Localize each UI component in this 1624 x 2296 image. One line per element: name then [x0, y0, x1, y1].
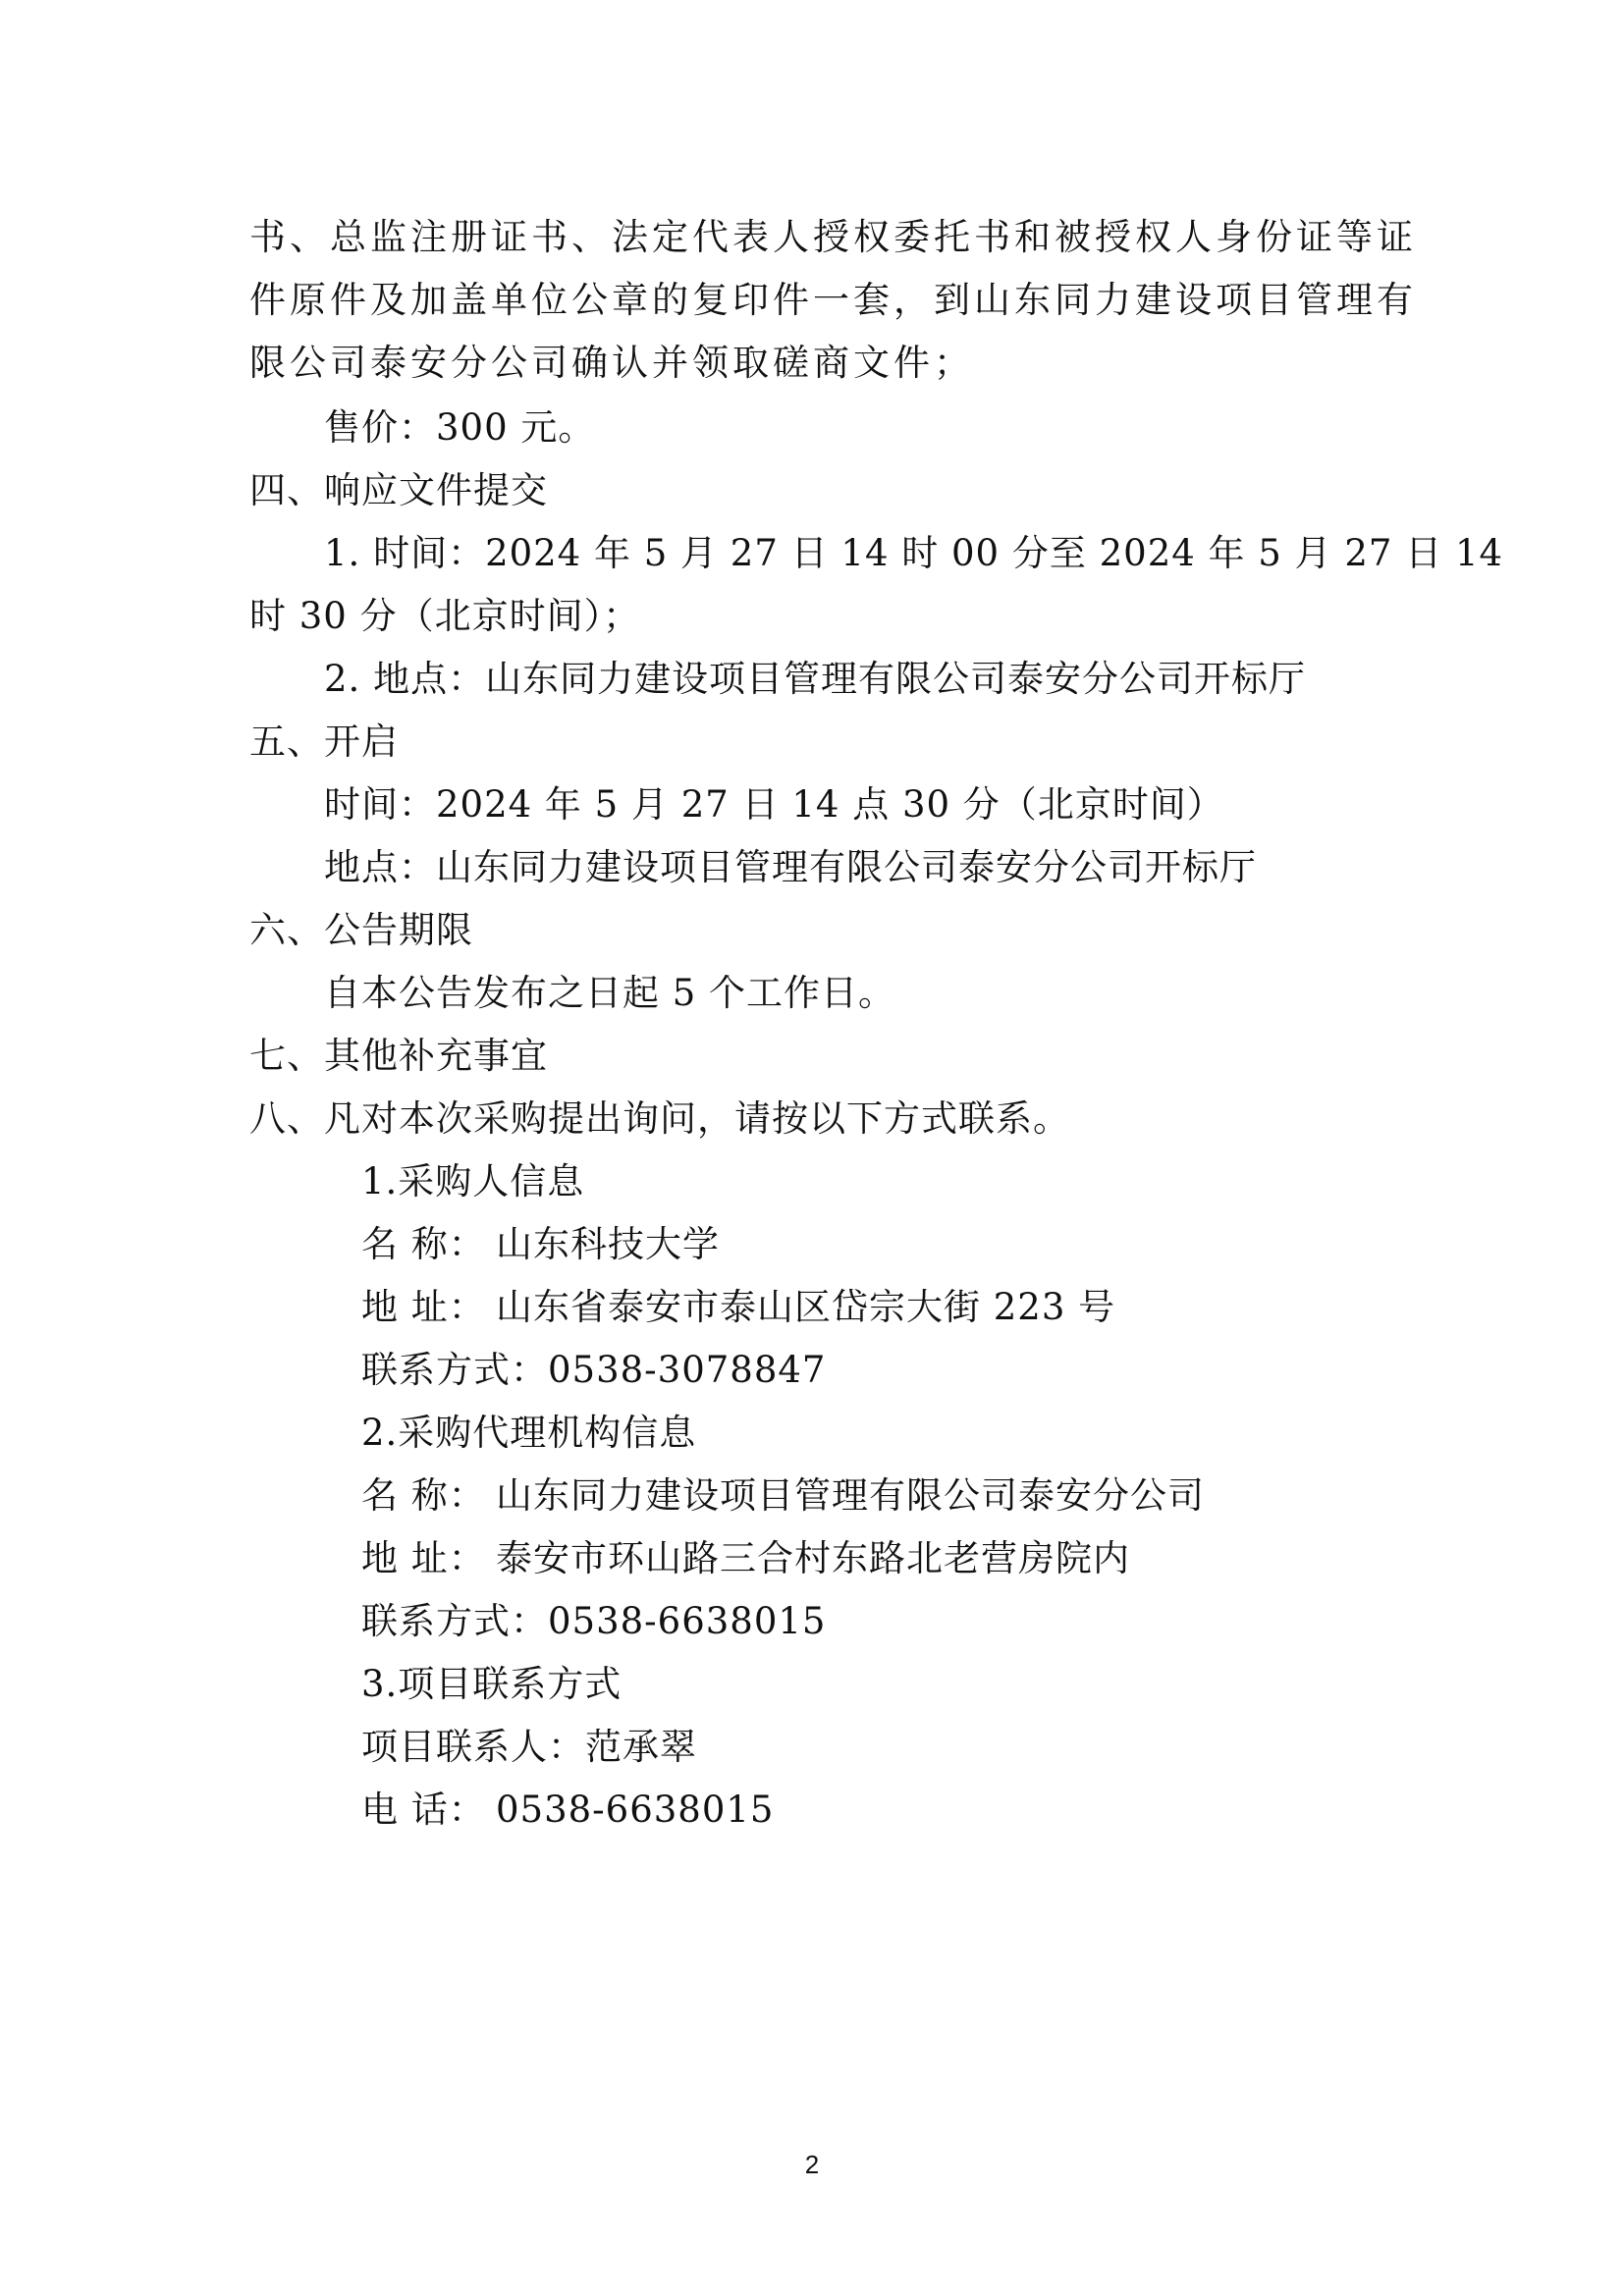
purchaser-name-label: 名 称：	[361, 1223, 486, 1265]
purchaser-info-title: 1.采购人信息	[361, 1160, 585, 1202]
section-heading: 四、响应文件提交	[249, 469, 548, 511]
project-phone-value: 0538-6638015	[496, 1789, 775, 1831]
opening-time-line: 时间：2024 年 5 月 27 日 14 点 30 分（北京时间）	[324, 783, 1224, 826]
agency-name-label: 名 称：	[361, 1474, 486, 1517]
section-heading: 六、公告期限	[249, 909, 473, 951]
purchaser-address-label: 地 址：	[361, 1286, 486, 1328]
body-text-line: 书、总监注册证书、法定代表人授权委托书和被授权人身份证等证	[249, 216, 1417, 258]
page-number: 2	[804, 2150, 820, 2179]
project-person-label: 项目联系人：	[361, 1726, 585, 1768]
purchaser-address-row	[361, 1284, 1115, 1331]
opening-place-line: 地点：山东同力建设项目管理有限公司泰安分公司开标厅	[324, 846, 1257, 888]
purchaser-name-row	[361, 1221, 720, 1268]
agency-name-value: 山东同力建设项目管理有限公司泰安分公司	[496, 1474, 1205, 1517]
body-text-line: 件原件及加盖单位公章的复印件一套，到山东同力建设项目管理有	[249, 279, 1417, 321]
agency-contact-value: 0538-6638015	[548, 1600, 827, 1642]
agency-address-row	[361, 1535, 1130, 1582]
project-person-value: 范承翠	[585, 1726, 697, 1768]
agency-name-row	[361, 1472, 1205, 1520]
project-phone-label: 电 话：	[361, 1789, 486, 1831]
agency-info-title: 2.采购代理机构信息	[361, 1412, 697, 1454]
agency-contact-row	[361, 1598, 826, 1645]
price-line: 售价：300 元。	[324, 406, 596, 449]
project-phone-row	[361, 1787, 774, 1834]
section-heading: 八、凡对本次采购提出询问，请按以下方式联系。	[249, 1097, 1070, 1140]
body-text-line: 限公司泰安分公司确认并领取磋商文件；	[249, 342, 974, 384]
submission-time-line: 时 30 分（北京时间）；	[249, 595, 641, 637]
purchaser-contact-row	[361, 1347, 826, 1394]
project-person-row	[361, 1724, 697, 1771]
agency-address-value: 泰安市环山路三合村东路北老营房院内	[496, 1537, 1130, 1579]
purchaser-name-value: 山东科技大学	[496, 1223, 720, 1265]
purchaser-address-value: 山东省泰安市泰山区岱宗大街 223 号	[496, 1286, 1116, 1328]
notice-period-text: 自本公告发布之日起 5 个工作日。	[324, 972, 896, 1014]
purchaser-contact-value: 0538-3078847	[548, 1349, 827, 1391]
section-heading: 七、其他补充事宜	[249, 1035, 548, 1077]
project-contact-title: 3.项目联系方式	[361, 1663, 623, 1705]
agency-contact-label: 联系方式：	[361, 1600, 548, 1642]
purchaser-contact-label: 联系方式：	[361, 1349, 548, 1391]
agency-address-label: 地 址：	[361, 1537, 486, 1579]
section-heading: 五、开启	[249, 721, 399, 763]
submission-place-line: 2. 地点：山东同力建设项目管理有限公司泰安分公司开标厅	[324, 658, 1307, 700]
submission-time-line: 1. 时间：2024 年 5 月 27 日 14 时 00 分至 2024 年 5 月 27 日 14	[324, 532, 1504, 574]
